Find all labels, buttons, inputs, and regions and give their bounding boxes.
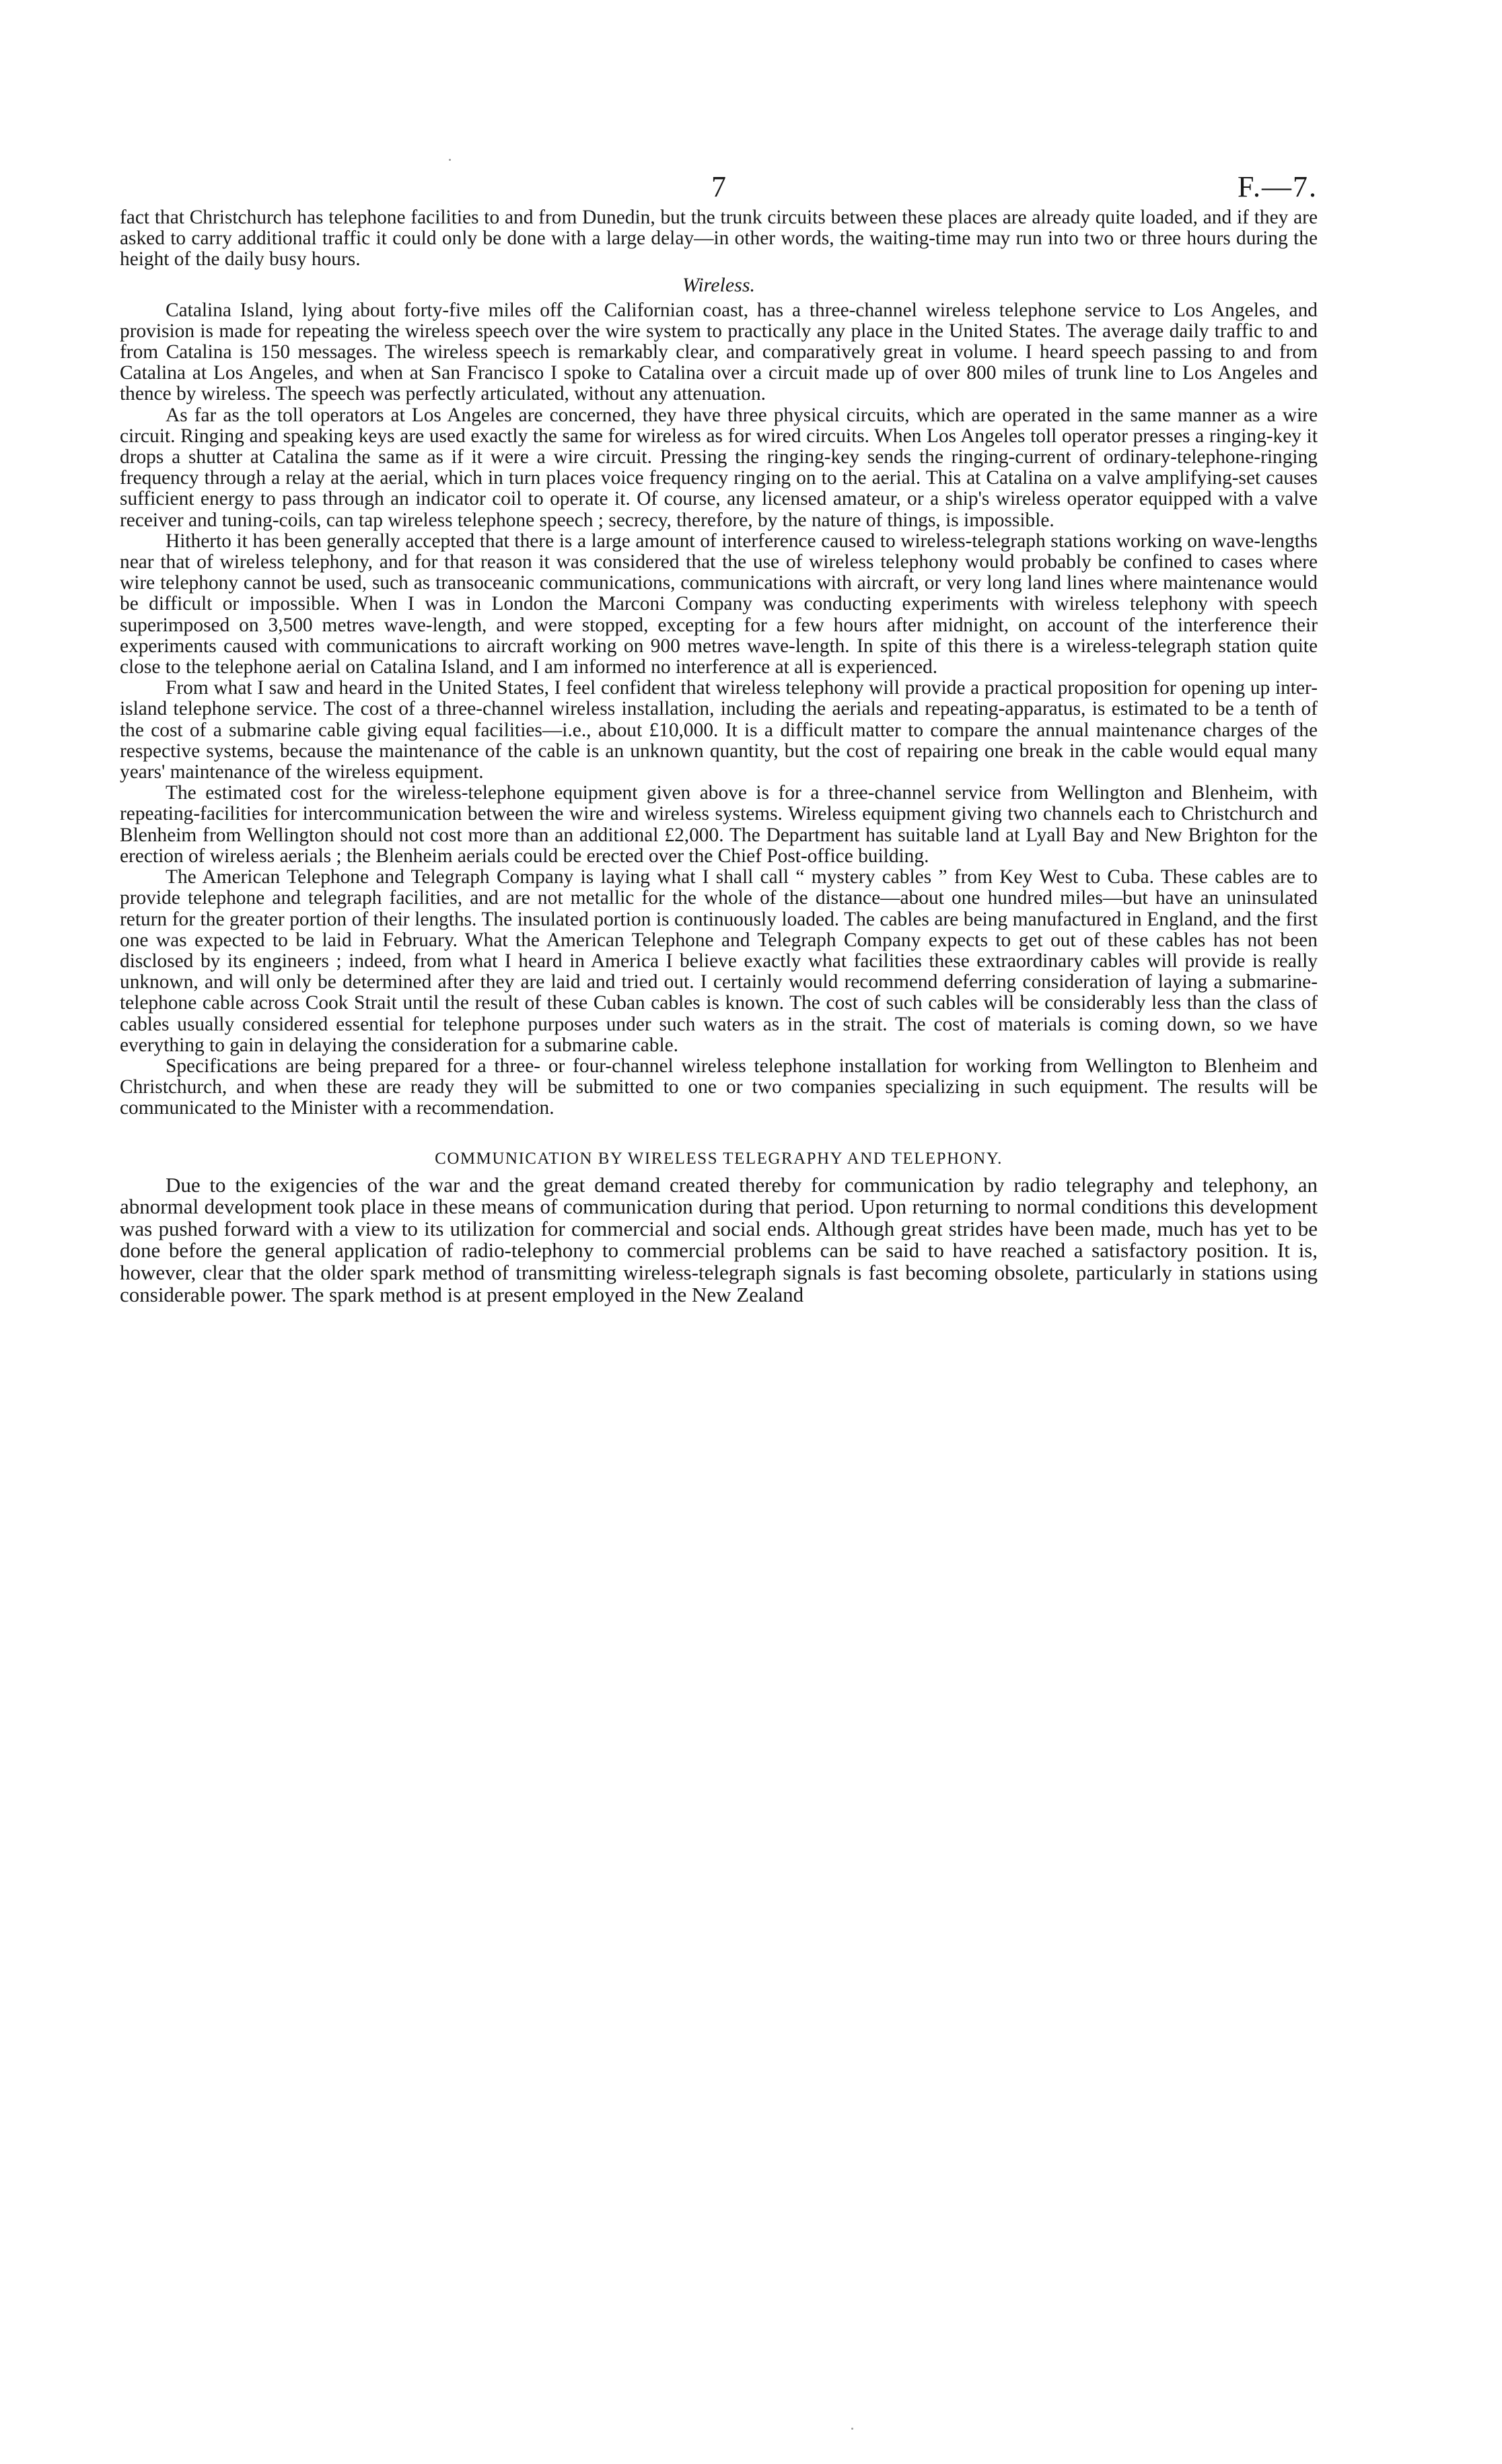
communication-body — [120, 1174, 1318, 1306]
document-page — [120, 168, 1318, 1306]
paragraph-war-exigencies: Due to the exigencies of the war and the great demand created thereby for communication by radio telegraphy and telephony, an abnormal development took place in these means of communication during that period. Upon returning to normal conditions this development was pushed forward with a view to its utilization for commercial and social ends. Although great strides have been made, much has yet to be done before the general application of radio-telephony to commercial problems can be said to have reached a satisfactory position. It is, however, clear that the older spark method of transmitting wireless-telegraph signals is fast becoming obsolete, particularly in stations using considerable power. The spark method is at present employed in the New Zealand — [120, 1172, 1318, 1306]
scan-speck — [851, 2428, 853, 2430]
paragraph-catalina: Catalina Island, lying about forty-five miles off the Californian coast, has a three-channel wireless telephone service to Los Angeles, and provision is made for repeating the wireless speech over the wire system to practically any place in the United States. The average daily traffic to and from Catalina is 150 messages. The wireless speech is remarkably clear, and comparatively great in volume. I heard speech passing to and from Catalina at Los Angeles, and when at San Francisco I spoke to Catalina over a circuit made up of over 800 miles of trunk line to Los Angeles and thence by wireless. The speech was perfectly articulated, without any attenuation. — [120, 299, 1318, 405]
continuation-paragraph: fact that Christchurch has telephone facilities to and from Dunedin, but the trunk circuits between these places are already quite loaded, and if they are asked to carry additional traffic it could only be done with a large delay—in other words, the waiting-time may run into two or three hours during the height of the daily busy hours. — [120, 207, 1318, 271]
section-heading-wireless: Wireless. — [682, 273, 756, 296]
page-header — [120, 168, 1318, 209]
paragraph-mystery-cables: The American Telephone and Telegraph Company is laying what I shall call “ mystery cables ” from Key West to Cuba. These cables are to provide telephone and telegraph facilities, and are not metallic for the whole of the distance—about one hundred miles—but have an uninsulated return for the greater portion of their lengths. The insulated portion is continuously loaded. The cables are being manufactured in England, and the first one was expected to be laid in February. What the American Telephone and Telegraph Company expects to get out of these cables has not been disclosed by its engineers ; indeed, from what I heard in America I believe exactly what facilities these extraordinary cables will provide is really unknown, and will only be determined after they are laid and tried out. I certainly would recommend deferring consideration of laying a submarine-telephone cable across Cook Strait until the result of these Cuban cables is known. The cost of such cables will be considerably less than the class of cables usually considered essential for telephone purposes under such waters as in the strait. The cost of materials is coming down, so we have everything to gain in delaying the consideration for a submarine cable. — [120, 866, 1318, 1056]
paragraph-toll-operators: As far as the toll operators at Los Angeles are concerned, they have three physical circuits, which are operated in the same manner as a wire circuit. Ringing and speaking keys are used exactly the same for wireless as for wired circuits. When Los Angeles toll operator presses a ringing-key it drops a shutter at Catalina the same as if it were a wire circuit. Pressing the ringing-key sends the ringing-current of ordinary-telephone-ringing frequency through a relay at the aerial, which in turn places voice frequency ringing on to the aerial. This at Catalina on a valve amplifying-set causes sufficient energy to pass through an indicator coil to operate it. Of course, any licensed amateur, or a ship's wireless operator equipped with a valve receiver and tuning-coils, can tap wireless telephone speech ; secrecy, therefore, by the nature of things, is impossible. — [120, 404, 1318, 531]
scan-speck — [449, 159, 451, 161]
paragraph-practical-proposition: From what I saw and heard in the United States, I feel confident that wireless telephony will provide a practical proposition for opening up inter-island telephone service. The cost of a three-channel wireless installation, including the aerials and repeating-apparatus, is estimated to be a tenth of the cost of a submarine cable giving equal facilities—i.e., about £10,000. It is a difficult matter to compare the annual maintenance charges of the respective systems, because the maintenance of the cable is an unknown quantity, but the cost of repairing one break in the cable would equal many years' maintenance of the wireless equipment. — [120, 677, 1318, 783]
paragraph-specifications: Specifications are being prepared for a three- or four-channel wireless telephone installation for working from Wellington to Blenheim and Christchurch, and when these are ready they will be submitted to one or two companies specializing in such equipment. The results will be communicated to the Minister with a recommendation. — [120, 1055, 1318, 1119]
body-text — [120, 207, 1318, 1119]
paragraph-estimated-cost: The estimated cost for the wireless-telephone equipment given above is for a three-channel service from Wellington and Blenheim, with repeating-facilities for intercommunication between the wire and wireless systems. Wireless equipment giving two channels each to Christchurch and Blenheim from Wellington should not cost more than an additional £2,000. The Department has suitable land at Lyall Bay and New Brighton for the erection of wireless aerials ; the Blenheim aerials could be erected over the Chief Post-office building. — [120, 782, 1318, 867]
paragraph-interference: Hitherto it has been generally accepted that there is a large amount of interference caused to wireless-telegraph stations working on wave-lengths near that of wireless telephony, and for that reason it was considered that the use of wireless telephony would probably be confined to cases where wire telephony cannot be used, such as transoceanic communications, communications with aircraft, or very long land lines where maintenance would be difficult or impossible. When I was in London the Marconi Company was conducting experiments with wireless telephony with speech superimposed on 3,500 metres wave-length, and were stopped, excepting for a few hours after midnight, on account of the interference their experiments caused with communications to aircraft working on 900 metres wave-length. In spite of this there is a wireless-telegraph station quite close to the telephone aerial on Catalina Island, and I am informed no interference at all is experienced. — [120, 530, 1318, 678]
document-reference: F.—7. — [1238, 170, 1318, 203]
page-number: 7 — [711, 170, 726, 203]
section-heading-communication: COMMUNICATION BY WIRELESS TELEGRAPHY AND TELEPHONY. — [435, 1149, 1003, 1168]
